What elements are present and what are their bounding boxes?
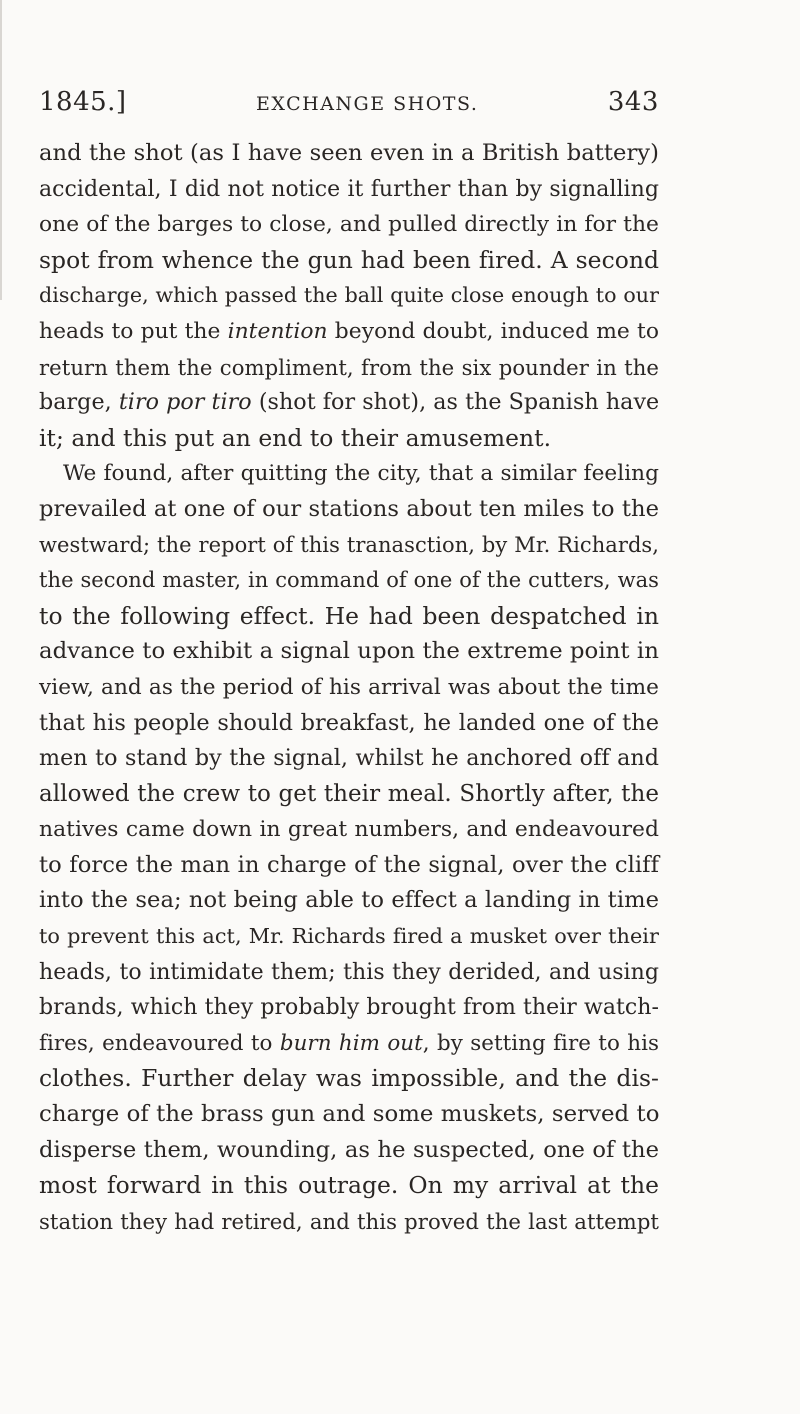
text-line: and the shot (as I have seen even in a British battery) <box>39 140 659 166</box>
text-line: advance to exhibit a signal upon the extreme point in <box>39 638 659 665</box>
text-line: that his people should breakfast, he landed one of the <box>39 709 659 736</box>
text-line: most forward in this outrage. On my arrival at the <box>39 1171 659 1200</box>
text-segment: beyond doubt, induced me to <box>327 318 659 344</box>
running-head-title: EXCHANGE SHOTS. <box>256 93 479 115</box>
text-line: spot from whence the gun had been fired. A second <box>39 245 659 274</box>
text-line: allowed the crew to get their meal. Shortly after, the <box>39 780 659 807</box>
text-segment: barge, <box>39 389 119 416</box>
text-line: to force the man in charge of the signal, over the cliff <box>39 851 659 878</box>
italic-phrase: intention <box>227 318 328 344</box>
running-head <box>39 87 659 127</box>
text-line: prevailed at one of our stations about ten miles to the <box>39 495 659 522</box>
text-line: charge of the brass gun and some muskets, served to <box>39 1101 660 1128</box>
text-line: clothes. Further delay was impossible, and the dis- <box>39 1064 659 1093</box>
text-line: the second master, in command of one of the cutters, was <box>39 568 659 593</box>
text-line: We found, after quitting the city, that a similar feeling <box>63 461 659 487</box>
text-line: accidental, I did not notice it further than by signalling <box>39 176 659 202</box>
text-line: view, and as the period of his arrival was about the time <box>39 674 659 700</box>
italic-phrase: tiro por tiro <box>118 389 252 416</box>
text-line: brands, which they probably brought from their watch- <box>39 995 659 1021</box>
text-segment: (shot for shot), as the Spanish have <box>251 389 660 416</box>
text-segment: fires, endeavoured to <box>39 1030 280 1056</box>
text-segment: , by setting fire to his <box>422 1030 660 1056</box>
text-segment: heads to put the <box>39 318 228 344</box>
text-line: to the following effect. He had been despatched in <box>39 601 659 630</box>
text-line <box>39 385 659 421</box>
text-line: men to stand by the signal, whilst he anchored off and <box>39 745 659 772</box>
text-line <box>39 1026 659 1062</box>
page-edge-rule <box>0 0 2 300</box>
text-line: heads, to intimidate them; this they derided, and using <box>39 959 659 985</box>
text-line: station they had retired, and this proved the last attempt <box>39 1208 659 1234</box>
book-page <box>39 87 659 1239</box>
text-line: one of the barges to close, and pulled directly in for the <box>39 212 659 238</box>
text-line: discharge, which passed the ball quite close enough to our <box>39 283 659 308</box>
italic-phrase: burn him out <box>279 1030 423 1056</box>
text-line: to prevent this act, Mr. Richards fired a musket over their <box>39 924 659 949</box>
text-line: disperse them, wounding, as he suspected, one of the <box>39 1136 659 1163</box>
text-line: westward; the report of this tranasction, by Mr. Richards, <box>39 532 659 557</box>
text-line: natives came down in great numbers, and endeavoured <box>39 817 659 843</box>
running-head-year: 1845.] <box>39 87 127 117</box>
body-text <box>39 136 659 1239</box>
page-number: 343 <box>607 87 659 117</box>
text-line <box>39 314 659 350</box>
text-line: into the sea; not being able to effect a landing in time <box>39 887 659 914</box>
text-line: return them the compliment, from the six pounder in the <box>39 354 659 380</box>
text-line: it; and this put an end to their amusement. <box>39 423 552 452</box>
